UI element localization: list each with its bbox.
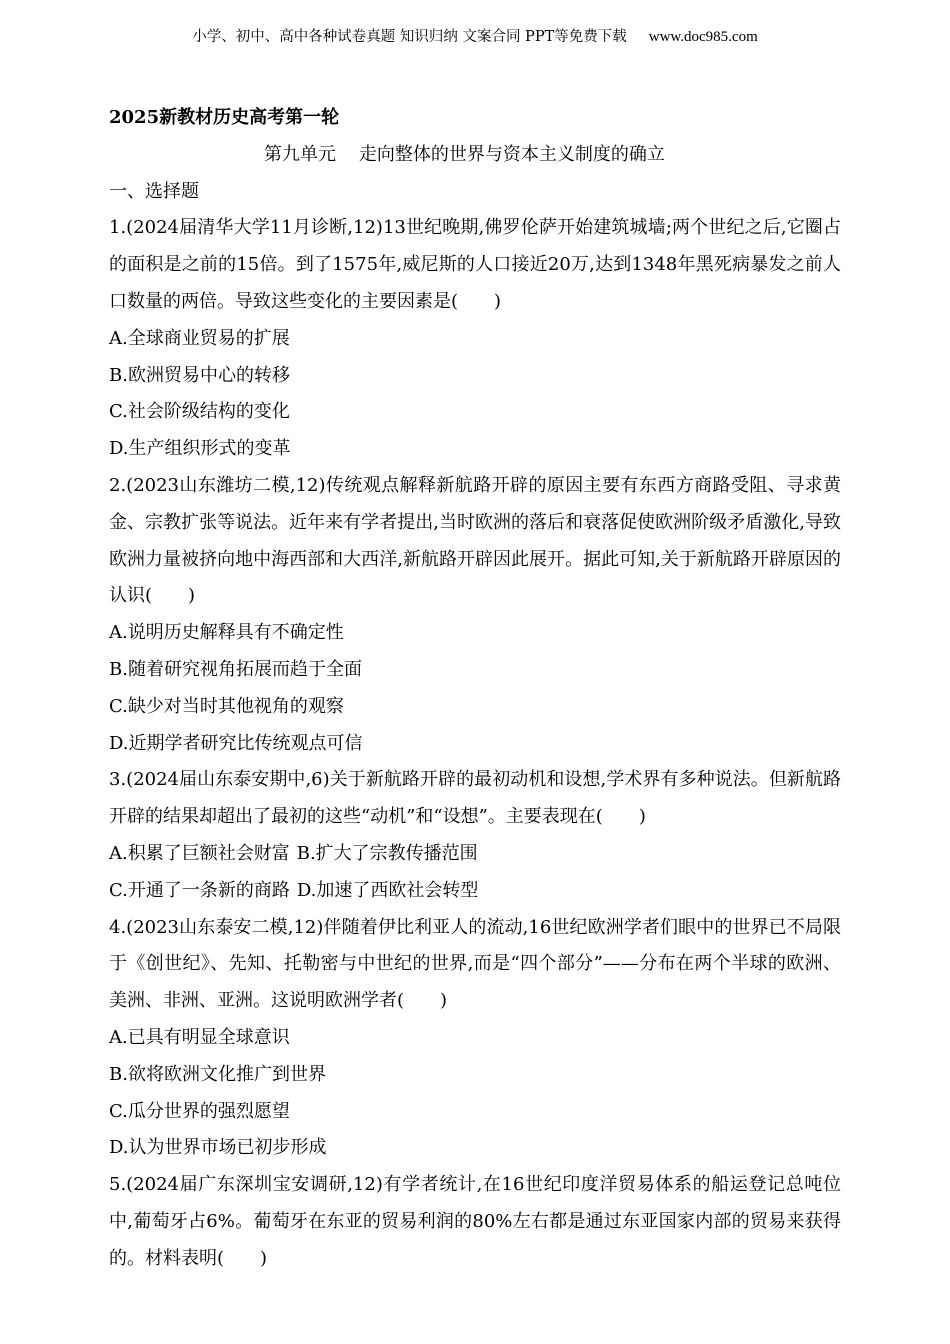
question-3 <box>109 762 841 909</box>
question-2 <box>109 468 841 762</box>
header-site-link[interactable]: www.doc985.com <box>648 29 758 45</box>
question-1 <box>109 210 841 468</box>
question-stem: 4.(2023山东泰安二模,12)伴随着伊比利亚人的流动,16世纪欧洲学者们眼中的世界已不局限于《创世纪》、先知、托勒密与中世纪的世界,而是“四个部分”——分布在两个半球的欧洲、美洲、非洲、亚洲。这说明欧洲学者( ) <box>109 916 841 1012</box>
option-a: A.说明历史解释具有不确定性 <box>109 622 344 644</box>
option-a: A.全球商业贸易的扩展 <box>109 327 290 349</box>
option-row-cd <box>109 873 841 910</box>
option-row-ab <box>109 836 841 873</box>
option-a: A.已具有明显全球意识 <box>109 1026 290 1048</box>
page-header <box>0 27 950 47</box>
option-a: A.积累了巨额社会财富 <box>109 842 290 864</box>
option-b: B.扩大了宗教传播范围 <box>296 842 478 864</box>
option-b: B.随着研究视角拓展而趋于全面 <box>109 658 362 680</box>
document-title: 2025新教材历史高考第一轮 <box>109 107 340 128</box>
option-d: D.加速了西欧社会转型 <box>296 879 479 901</box>
section-title: 一、选择题 <box>109 180 199 202</box>
option-b: B.欲将欧洲文化推广到世界 <box>109 1063 326 1085</box>
option-c: C.社会阶级结构的变化 <box>109 401 290 423</box>
option-c: C.缺少对当时其他视角的观察 <box>109 695 344 717</box>
option-c: C.瓜分世界的强烈愿望 <box>109 1100 290 1122</box>
question-stem: 5.(2024届广东深圳宝安调研,12)有学者统计,在16世纪印度洋贸易体系的船运登记总吨位中,葡萄牙占6%。葡萄牙在东亚的贸易利润的80%左右都是通过东亚国家内部的贸易来获得的。材料表明( ) <box>109 1174 841 1269</box>
unit-title: 第九单元 走向整体的世界与资本主义制度的确立 <box>264 143 665 165</box>
document-body <box>109 100 841 1278</box>
option-d: D.近期学者研究比传统观点可信 <box>109 732 363 754</box>
option-d: D.认为世界市场已初步形成 <box>109 1137 327 1159</box>
option-b: B.欧洲贸易中心的转移 <box>109 364 290 386</box>
header-tagline: 小学、初中、高中各种试卷真题 知识归纳 文案合同 PPT等免费下载 <box>192 29 627 45</box>
question-4 <box>109 910 841 1168</box>
option-d: D.生产组织形式的变革 <box>109 438 291 460</box>
question-stem: 2.(2023山东潍坊二模,12)传统观点解释新航路开辟的原因主要有东西方商路受阻、寻求黄金、宗教扩张等说法。近年来有学者提出,当时欧洲的落后和衰落促使欧洲阶级矛盾激化,导致欧洲力量被挤向地中海西部和大西洋,新航路开辟因此展开。据此可知,关于新航路开辟原因的认识( ) <box>109 474 841 607</box>
question-stem: 1.(2024届清华大学11月诊断,12)13世纪晚期,佛罗伦萨开始建筑城墙;两个世纪之后,它圈占的面积是之前的15倍。到了1575年,威尼斯的人口接近20万,达到1348年黑死病暴发之前人口数量的两倍。导致这些变化的主要因素是( ) <box>109 217 841 312</box>
option-c: C.开通了一条新的商路 <box>109 879 290 901</box>
question-stem: 3.(2024届山东泰安期中,6)关于新航路开辟的最初动机和设想,学术界有多种说法。但新航路开辟的结果却超出了最初的这些“动机”和“设想”。主要表现在( ) <box>109 769 841 828</box>
question-5 <box>109 1167 841 1277</box>
